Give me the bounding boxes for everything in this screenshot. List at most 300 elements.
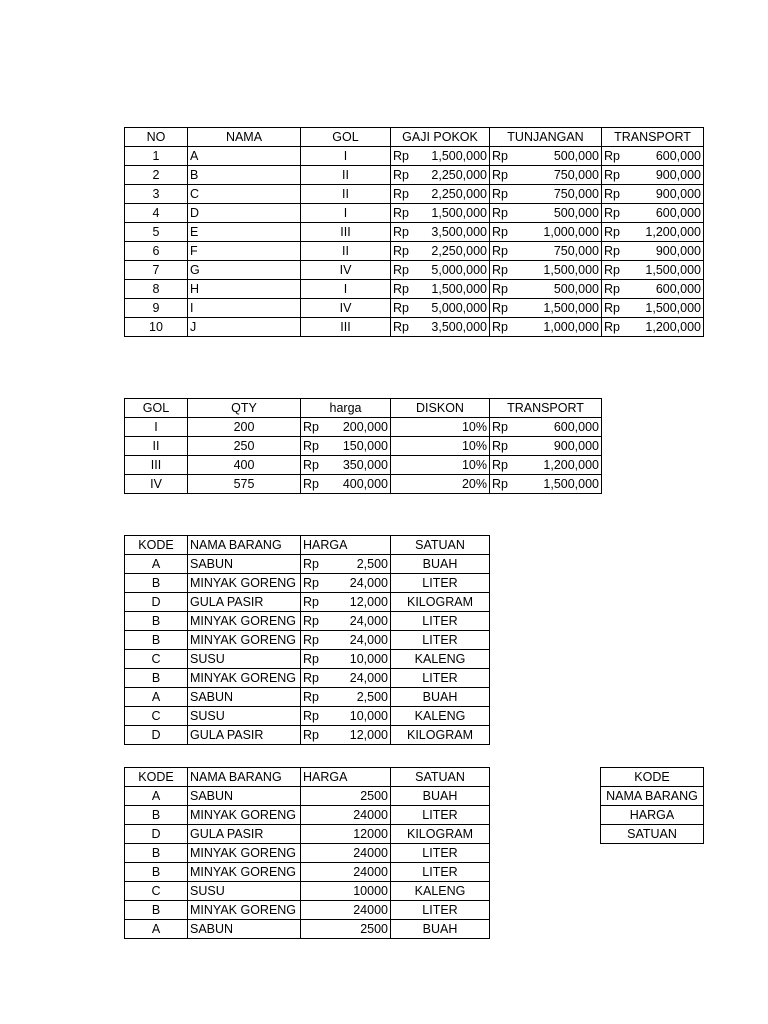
amount-value: 3,500,000 [431,320,487,334]
currency-label: Rp [492,187,508,201]
transport-cell[interactable] [490,456,602,475]
unit-cell[interactable]: LITER [391,901,490,920]
name-cell[interactable]: F [188,242,301,261]
currency-label: Rp [604,206,620,220]
unit-cell[interactable]: LITER [391,612,490,631]
currency-label: Rp [303,652,319,666]
qty-cell[interactable]: 250 [188,437,301,456]
grade-table [124,398,602,494]
header-row [125,536,490,555]
name-cell[interactable]: B [188,166,301,185]
table-row [125,882,490,901]
code-cell[interactable]: B [125,612,188,631]
table-row [125,418,602,437]
amount-value: 24,000 [349,576,388,590]
unit-cell[interactable]: BUAH [391,555,490,574]
table-row [125,920,490,939]
column-header: KODE [125,768,188,787]
table-row [125,299,704,318]
no-cell[interactable]: 6 [125,242,188,261]
currency-label: Rp [604,244,620,258]
currency-label: Rp [604,168,620,182]
column-header: harga [301,399,391,418]
grade-cell[interactable]: I [125,418,188,437]
base-salary-cell[interactable] [391,318,490,337]
item-name-cell[interactable]: SUSU [188,707,301,726]
amount-value: 2,500 [356,690,388,704]
transport-cell[interactable] [602,242,704,261]
currency-label: Rp [393,206,409,220]
transport-cell[interactable] [490,437,602,456]
table-row [125,669,490,688]
table-row [125,707,490,726]
base-salary-cell[interactable] [391,166,490,185]
amount-value: 5,000,000 [431,301,487,315]
currency-label: Rp [393,244,409,258]
column-header: TUNJANGAN [490,128,602,147]
price-cell[interactable] [301,456,391,475]
column-header: TRANSPORT [602,128,704,147]
currency-label: Rp [604,320,620,334]
currency-label: Rp [492,206,508,220]
currency-label: Rp [492,225,508,239]
item-name-cell[interactable]: GULA PASIR [188,593,301,612]
amount-value: 1,200,000 [645,320,701,334]
unit-cell[interactable]: KALENG [391,882,490,901]
item-name-cell[interactable]: MINYAK GORENG [188,844,301,863]
table-row [125,901,490,920]
amount-value: 500,000 [553,149,599,163]
no-cell[interactable]: 5 [125,223,188,242]
table-row [125,574,490,593]
table-row [125,475,602,494]
amount-value: 1,500,000 [431,282,487,296]
currency-label: Rp [492,168,508,182]
currency-label: Rp [303,633,319,647]
price-cell[interactable] [301,593,391,612]
transport-cell[interactable] [602,318,704,337]
table-row [125,650,490,669]
field-label-cell[interactable]: SATUAN [601,825,704,844]
table-row [125,555,490,574]
code-cell[interactable]: B [125,574,188,593]
amount-value: 600,000 [655,149,701,163]
price-cell[interactable] [301,631,391,650]
code-cell[interactable]: B [125,669,188,688]
column-header: TRANSPORT [490,399,602,418]
transport-cell[interactable] [490,418,602,437]
amount-value: 1,500,000 [431,206,487,220]
discount-cell[interactable]: 10% [391,418,490,437]
table-row [125,456,602,475]
grade-cell[interactable]: I [301,147,391,166]
amount-value: 900,000 [655,244,701,258]
transport-cell[interactable] [602,223,704,242]
no-cell[interactable]: 10 [125,318,188,337]
code-cell[interactable]: D [125,593,188,612]
unit-cell[interactable]: LITER [391,844,490,863]
code-cell[interactable]: D [125,726,188,745]
item-name-cell[interactable]: SUSU [188,650,301,669]
amount-value: 24,000 [349,671,388,685]
amount-value: 750,000 [553,168,599,182]
currency-label: Rp [303,576,319,590]
qty-cell[interactable]: 200 [188,418,301,437]
grade-cell[interactable]: I [301,204,391,223]
qty-cell[interactable]: 400 [188,456,301,475]
price-cell[interactable]: 24000 [301,806,391,825]
item-name-cell[interactable]: MINYAK GORENG [188,806,301,825]
item-name-cell[interactable]: SABUN [188,787,301,806]
currency-label: Rp [393,225,409,239]
grade-cell[interactable]: III [301,318,391,337]
grade-cell[interactable]: I [301,280,391,299]
amount-value: 1,200,000 [543,458,599,472]
price-cell[interactable]: 24000 [301,901,391,920]
item-name-cell[interactable]: GULA PASIR [188,825,301,844]
currency-label: Rp [303,557,319,571]
currency-label: Rp [303,439,319,453]
goods-table [124,767,490,939]
currency-label: Rp [303,458,319,472]
table-row [125,787,490,806]
item-name-cell[interactable]: MINYAK GORENG [188,863,301,882]
column-header: HARGA [301,536,391,555]
grade-cell[interactable]: IV [125,475,188,494]
currency-label: Rp [303,709,319,723]
qty-cell[interactable]: 575 [188,475,301,494]
allowance-cell[interactable] [490,299,602,318]
amount-value: 2,250,000 [431,168,487,182]
amount-value: 24,000 [349,614,388,628]
name-cell[interactable]: C [188,185,301,204]
item-name-cell[interactable]: MINYAK GORENG [188,901,301,920]
amount-value: 600,000 [553,420,599,434]
item-name-cell[interactable]: SABUN [188,688,301,707]
transport-cell[interactable] [602,299,704,318]
table-row [601,768,704,787]
table-row [601,825,704,844]
table-row [125,437,602,456]
amount-value: 750,000 [553,187,599,201]
unit-cell[interactable]: KALENG [391,707,490,726]
code-cell[interactable]: C [125,882,188,901]
goods-price-table [124,535,490,745]
no-cell[interactable]: 9 [125,299,188,318]
unit-cell[interactable]: LITER [391,863,490,882]
name-cell[interactable]: E [188,223,301,242]
no-cell[interactable]: 2 [125,166,188,185]
price-cell[interactable] [301,418,391,437]
table-row [125,688,490,707]
amount-value: 1,500,000 [645,263,701,277]
table-row [125,844,490,863]
name-cell[interactable]: I [188,299,301,318]
unit-cell[interactable]: LITER [391,574,490,593]
amount-value: 350,000 [342,458,388,472]
no-cell[interactable]: 8 [125,280,188,299]
header-row [125,128,704,147]
allowance-cell[interactable] [490,147,602,166]
price-cell[interactable]: 10000 [301,882,391,901]
amount-value: 10,000 [349,709,388,723]
amount-value: 2,250,000 [431,187,487,201]
grade-cell[interactable]: IV [301,299,391,318]
no-cell[interactable]: 7 [125,261,188,280]
table-row [125,612,490,631]
base-salary-cell[interactable] [391,185,490,204]
amount-value: 400,000 [342,477,388,491]
unit-cell[interactable]: KILOGRAM [391,825,490,844]
table-row [125,261,704,280]
allowance-cell[interactable] [490,242,602,261]
allowance-cell[interactable] [490,261,602,280]
discount-cell[interactable]: 10% [391,456,490,475]
column-header: DISKON [391,399,490,418]
price-cell[interactable] [301,707,391,726]
amount-value: 1,500,000 [431,149,487,163]
item-name-cell[interactable]: MINYAK GORENG [188,669,301,688]
unit-cell[interactable]: LITER [391,806,490,825]
no-cell[interactable]: 1 [125,147,188,166]
name-cell[interactable]: D [188,204,301,223]
currency-label: Rp [393,187,409,201]
currency-label: Rp [303,595,319,609]
table-row [125,726,490,745]
table-row [125,593,490,612]
unit-cell[interactable]: KILOGRAM [391,726,490,745]
field-label-cell[interactable]: HARGA [601,806,704,825]
code-cell[interactable]: B [125,901,188,920]
price-cell[interactable]: 2500 [301,920,391,939]
table-row [125,318,704,337]
column-header: QTY [188,399,301,418]
currency-label: Rp [303,671,319,685]
base-salary-cell[interactable] [391,299,490,318]
currency-label: Rp [604,187,620,201]
amount-value: 900,000 [655,168,701,182]
currency-label: Rp [492,263,508,277]
code-cell[interactable]: A [125,688,188,707]
base-salary-cell[interactable] [391,242,490,261]
allowance-cell[interactable] [490,204,602,223]
price-cell[interactable] [301,437,391,456]
base-salary-cell[interactable] [391,204,490,223]
currency-label: Rp [303,690,319,704]
table-row [125,863,490,882]
unit-cell[interactable]: KILOGRAM [391,593,490,612]
currency-label: Rp [303,728,319,742]
base-salary-cell[interactable] [391,147,490,166]
amount-value: 1,500,000 [543,301,599,315]
transport-cell[interactable] [602,280,704,299]
amount-value: 900,000 [553,439,599,453]
unit-cell[interactable]: BUAH [391,787,490,806]
grade-cell[interactable]: III [301,223,391,242]
amount-value: 500,000 [553,282,599,296]
amount-value: 2,250,000 [431,244,487,258]
column-header: SATUAN [391,768,490,787]
code-cell[interactable]: B [125,806,188,825]
amount-value: 1,500,000 [645,301,701,315]
amount-value: 1,000,000 [543,225,599,239]
code-cell[interactable]: C [125,650,188,669]
unit-cell[interactable]: BUAH [391,920,490,939]
table-row [125,825,490,844]
code-cell[interactable]: A [125,787,188,806]
column-header: GOL [301,128,391,147]
amount-value: 200,000 [342,420,388,434]
allowance-cell[interactable] [490,166,602,185]
transport-cell[interactable] [602,185,704,204]
amount-value: 1,000,000 [543,320,599,334]
amount-value: 600,000 [655,282,701,296]
table-row [125,806,490,825]
column-header: SATUAN [391,536,490,555]
currency-label: Rp [604,149,620,163]
column-header: GOL [125,399,188,418]
code-cell[interactable]: C [125,707,188,726]
field-label-cell[interactable]: KODE [601,768,704,787]
currency-label: Rp [393,282,409,296]
currency-label: Rp [492,420,508,434]
amount-value: 150,000 [342,439,388,453]
table-row [125,242,704,261]
price-cell[interactable] [301,669,391,688]
column-header: KODE [125,536,188,555]
price-cell[interactable]: 24000 [301,863,391,882]
table-row [125,204,704,223]
currency-label: Rp [492,458,508,472]
column-header: GAJI POKOK [391,128,490,147]
allowance-cell[interactable] [490,223,602,242]
currency-label: Rp [393,263,409,277]
amount-value: 2,500 [356,557,388,571]
no-cell[interactable]: 4 [125,204,188,223]
amount-value: 500,000 [553,206,599,220]
currency-label: Rp [492,477,508,491]
code-cell[interactable]: A [125,555,188,574]
currency-label: Rp [492,282,508,296]
unit-cell[interactable]: KALENG [391,650,490,669]
table-row [125,280,704,299]
transport-cell[interactable] [602,204,704,223]
item-name-cell[interactable]: SABUN [188,555,301,574]
discount-cell[interactable]: 10% [391,437,490,456]
currency-label: Rp [492,149,508,163]
currency-label: Rp [492,244,508,258]
item-name-cell[interactable]: SUSU [188,882,301,901]
unit-cell[interactable]: BUAH [391,688,490,707]
field-label-cell[interactable]: NAMA BARANG [601,787,704,806]
price-cell[interactable] [301,688,391,707]
grade-cell[interactable]: III [125,456,188,475]
table-row [125,185,704,204]
column-header: NO [125,128,188,147]
grade-cell[interactable]: IV [301,261,391,280]
transport-cell[interactable] [602,147,704,166]
grade-cell[interactable]: II [301,185,391,204]
table-row [125,223,704,242]
header-row [125,768,490,787]
code-cell[interactable]: A [125,920,188,939]
name-cell[interactable]: G [188,261,301,280]
item-name-cell[interactable]: MINYAK GORENG [188,631,301,650]
name-cell[interactable]: A [188,147,301,166]
transport-cell[interactable] [602,166,704,185]
amount-value: 600,000 [655,206,701,220]
code-cell[interactable]: B [125,631,188,650]
item-name-cell[interactable]: MINYAK GORENG [188,574,301,593]
code-lookup-table [600,767,704,844]
column-header: NAMA BARANG [188,768,301,787]
price-cell[interactable] [301,555,391,574]
name-cell[interactable]: J [188,318,301,337]
price-cell[interactable] [301,612,391,631]
base-salary-cell[interactable] [391,280,490,299]
unit-cell[interactable]: LITER [391,669,490,688]
code-cell[interactable]: B [125,844,188,863]
item-name-cell[interactable]: SABUN [188,920,301,939]
transport-cell[interactable] [602,261,704,280]
column-header: NAMA [188,128,301,147]
price-cell[interactable]: 24000 [301,844,391,863]
price-cell[interactable]: 12000 [301,825,391,844]
amount-value: 750,000 [553,244,599,258]
currency-label: Rp [303,614,319,628]
unit-cell[interactable]: LITER [391,631,490,650]
price-cell[interactable] [301,475,391,494]
grade-cell[interactable]: II [125,437,188,456]
price-cell[interactable]: 2500 [301,787,391,806]
name-cell[interactable]: H [188,280,301,299]
table-row [125,631,490,650]
currency-label: Rp [604,263,620,277]
currency-label: Rp [492,439,508,453]
table-row [125,147,704,166]
price-cell[interactable] [301,574,391,593]
allowance-cell[interactable] [490,318,602,337]
column-header: NAMA BARANG [188,536,301,555]
table-row [601,806,704,825]
amount-value: 10,000 [349,652,388,666]
base-salary-cell[interactable] [391,223,490,242]
amount-value: 3,500,000 [431,225,487,239]
currency-label: Rp [393,320,409,334]
item-name-cell[interactable]: GULA PASIR [188,726,301,745]
grade-cell[interactable]: II [301,242,391,261]
allowance-cell[interactable] [490,280,602,299]
item-name-cell[interactable]: MINYAK GORENG [188,612,301,631]
price-cell[interactable] [301,650,391,669]
code-cell[interactable]: D [125,825,188,844]
amount-value: 1,500,000 [543,477,599,491]
no-cell[interactable]: 3 [125,185,188,204]
currency-label: Rp [393,301,409,315]
table-row [601,787,704,806]
allowance-cell[interactable] [490,185,602,204]
price-cell[interactable] [301,726,391,745]
currency-label: Rp [492,320,508,334]
grade-cell[interactable]: II [301,166,391,185]
amount-value: 1,500,000 [543,263,599,277]
currency-label: Rp [303,420,319,434]
discount-cell[interactable]: 20% [391,475,490,494]
code-cell[interactable]: B [125,863,188,882]
transport-cell[interactable] [490,475,602,494]
base-salary-cell[interactable] [391,261,490,280]
amount-value: 900,000 [655,187,701,201]
